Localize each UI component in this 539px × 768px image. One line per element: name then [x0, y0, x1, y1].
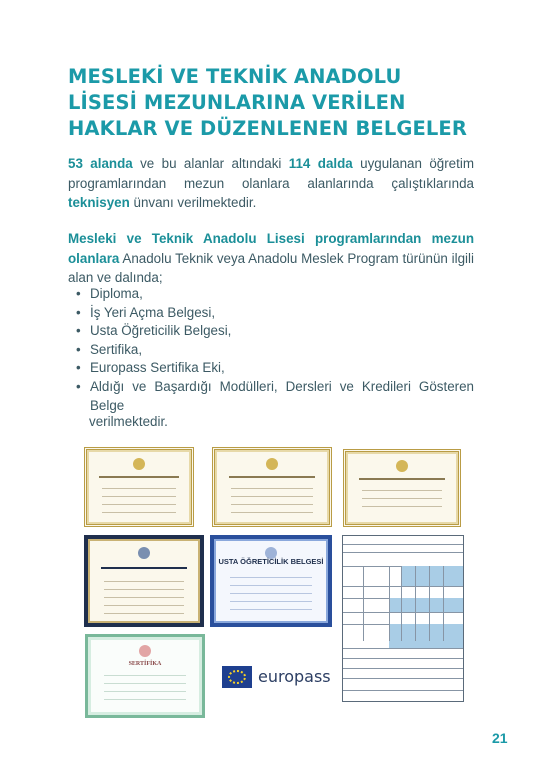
closing-text: verilmektedir. — [89, 414, 168, 429]
intro-field-count: 53 alanda — [68, 156, 133, 171]
bullet-icon: • — [76, 323, 81, 339]
list-item-text: Usta Öğreticilik Belgesi, — [90, 323, 232, 339]
seal-icon — [266, 458, 278, 470]
title-line-2: LİSESİ MEZUNLARINA VERİLEN — [68, 91, 406, 114]
page-number: 21 — [492, 730, 508, 746]
document-list — [76, 285, 474, 415]
workplace-license-image — [84, 535, 204, 627]
list-item — [76, 322, 474, 341]
list-item — [76, 304, 474, 323]
intro-branch-count: 114 dalda — [288, 156, 353, 171]
usta-certificate-title: USTA ÖĞRETİCİLİK BELGESİ — [218, 557, 324, 566]
bullet-icon: • — [76, 304, 81, 320]
list-item-text: Europass Sertifika Eki, — [90, 360, 225, 376]
section-lead-bold: Mesleki ve Teknik Anadolu Lisesi programlarından mezun olanlara — [68, 231, 474, 266]
sertifika-title: SERTİFİKA — [128, 661, 162, 667]
list-item — [76, 378, 474, 415]
page-title — [68, 64, 488, 142]
seal-icon — [138, 547, 150, 559]
europass-wordmark: europass — [258, 667, 331, 686]
diploma-image-3 — [343, 449, 461, 527]
bullet-icon: • — [76, 286, 81, 301]
title-line-3: HAKLAR VE DÜZENLENEN BELGELER — [68, 117, 467, 140]
list-item — [76, 341, 474, 360]
list-item-text: Sertifika, — [90, 341, 143, 357]
bullet-icon: • — [76, 341, 81, 357]
intro-technician: teknisyen — [68, 195, 130, 210]
section-lead — [68, 229, 474, 288]
diploma-image-2 — [212, 447, 332, 527]
seal-icon — [133, 458, 145, 470]
intro-text-3: ünvanı verilmektedir. — [129, 195, 257, 210]
section-lead-rest: Anadolu Teknik veya Anadolu Meslek Program türünün ilgili alan ve dalında; — [68, 250, 474, 285]
bullet-icon: • — [76, 360, 81, 376]
list-item-text: İş Yeri Açma Belgesi, — [90, 304, 216, 320]
title-line-1: MESLEKİ VE TEKNİK ANADOLU — [68, 65, 402, 88]
seal-icon — [396, 460, 408, 472]
intro-text-2: uygulanan öğretim programlarından mezun olanlara alanlarında çalıştıklarında — [68, 156, 474, 191]
intro-paragraph — [68, 154, 474, 213]
europass-logo — [222, 666, 332, 690]
list-item — [76, 359, 474, 378]
sertifika-image — [85, 634, 205, 718]
module-credit-document-image — [342, 535, 464, 702]
intro-text-1: ve bu alanlar altındaki — [132, 156, 289, 171]
list-item-text: Diploma, — [90, 286, 143, 301]
seal-icon — [139, 645, 151, 657]
usta-certificate-image — [210, 535, 332, 627]
diploma-image-1 — [84, 447, 194, 527]
eu-flag-icon — [222, 666, 252, 688]
list-item — [76, 285, 474, 304]
bullet-icon: • — [76, 378, 81, 394]
list-item-text: Aldığı ve Başardığı Modülleri, Dersleri ve Kredileri Gösteren Belge — [90, 378, 474, 413]
